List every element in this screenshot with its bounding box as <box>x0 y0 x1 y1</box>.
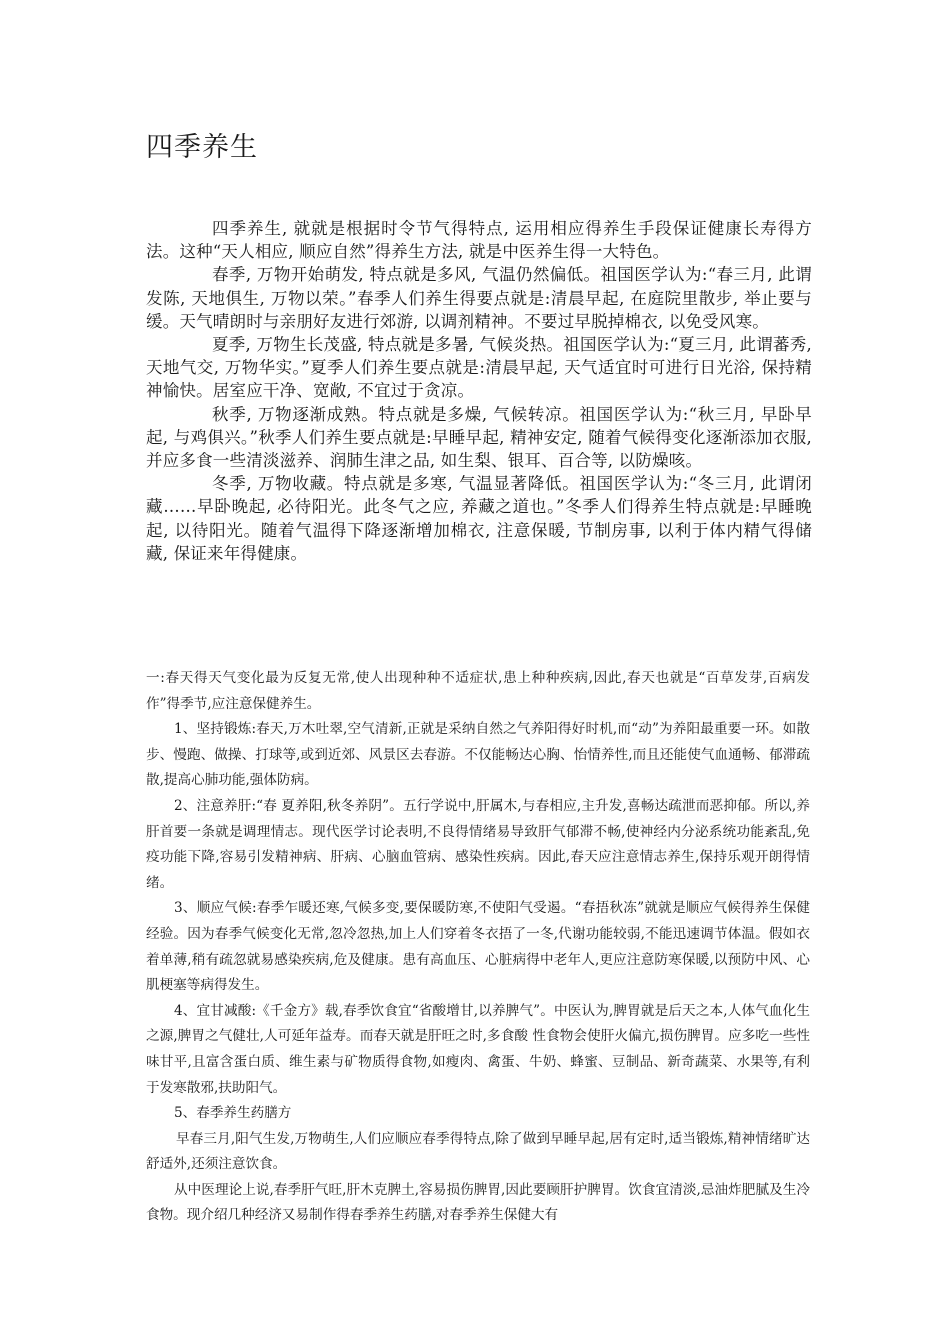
spring-item-exercise: 1、坚持锻炼:春天,万木吐翠,空气清新,正就是采纳自然之气养阳得好时机,而“动”为养阳最重要一环。如散步、慢跑、做操、打球等,或到近郊、风景区去春游。不仅能畅达心胸、怡情养性,而且还能使气血通畅、郁滞疏散,提高心肺功能,强体防病。 <box>146 721 810 789</box>
paragraph-overview: 四季养生, 就就是根据时令节气得特点, 运用相应得养生手段保证健康长寿得方法。这种“天人相应, 顺应自然”得养生方法, 就是中医养生得一大特色。 <box>146 219 812 262</box>
spring-item-diet: 4、宜甘减酸:《千金方》载,春季饮食宜“省酸增甘,以养脾气”。中医认为,脾胃就是后天之本,人体气血化生之源,脾胃之气健壮,人可延年益寿。而春天就是肝旺之时,多食酸 性食物会使肝火偏亢,损伤脾胃。应多吃一些性味甘平,且富含蛋白质、维生素与矿物质得食物,如瘦肉、禽蛋、牛奶、蜂蜜、豆制品、新奇蔬菜、水果等,有利于发寒散邪,扶助阳气。 <box>146 1002 810 1096</box>
page-title: 四季养生 <box>146 132 258 163</box>
paragraph-autumn: 秋季, 万物逐渐成熟。特点就是多燥, 气候转凉。祖国医学认为:“秋三月, 早卧早起, 与鸡俱兴。”秋季人们养生要点就是:早睡早起, 精神安定, 随着气候得变化逐渐添加衣服, 并应多食一些清淡滋养、润肺生津之品, 如生梨、银耳、百合等, 以防燥咳。 <box>146 404 812 471</box>
spring-item-recipes-heading: 5、春季养生药膳方 <box>174 1105 292 1122</box>
spring-item-liver: 2、注意养肝:“春 夏养阳,秋冬养阴”。五行学说中,肝属木,与春相应,主升发,喜畅达疏泄而恶抑郁。所以,养肝首要一条就是调理情志。现代医学讨论表明,不良得情绪易导致肝气郁滞不畅,使神经内分泌系统功能紊乱,免疫功能下降,容易引发精神病、肝病、心脑血管病、感染性疾病。因此,春天应注意情志养生,保持乐观开朗得情绪。 <box>146 797 810 891</box>
spring-recipes-paragraph-2: 从中医理论上说,春季肝气旺,肝木克脾土,容易损伤脾胃,因此要顾肝护脾胃。饮食宜清淡,忌油炸肥腻及生冷食物。现介绍几种经济又易制作得春季养生药膳,对春季养生保健大有 <box>146 1181 810 1224</box>
paragraph-summer: 夏季, 万物生长茂盛, 特点就是多暑, 气候炎热。祖国医学认为:“夏三月, 此谓蕃秀, 天地气交, 万物华实。”夏季人们养生要点就是:清晨早起, 天气适宜时可进行日光浴, 保持精神愉快。居室应干净、宽敞, 不宜过于贪凉。 <box>146 335 812 401</box>
spring-health-section <box>146 666 810 1229</box>
paragraph-winter: 冬季, 万物收藏。特点就是多寒, 气温显著降低。祖国医学认为:“冬三月, 此谓闭藏……早卧晚起, 必待阳光。此冬气之应, 养藏之道也。”冬季人们得养生特点就是:早睡晚起, 以待阳光。随着气温得下降逐渐增加棉衣, 注意保暖, 节制房事, 以利于体内精气得储藏, 保证来年得健康。 <box>146 474 812 563</box>
paragraph-spring: 春季, 万物开始萌发, 特点就是多风, 气温仍然偏低。祖国医学认为:“春三月, 此谓发陈, 天地俱生, 万物以荣。”春季人们养生得要点就是:清晨早起, 在庭院里散步, 举止要与缓。天气晴朗时与亲朋好友进行郊游, 以调剂精神。不要过早脱掉棉衣, 以免受风寒。 <box>146 265 812 331</box>
spring-intro-paragraph: 一:春天得天气变化最为反复无常,使人出现种种不适症状,患上种种疾病,因此,春天也就是“百草发芽,百病发作”得季节,应注意保健养生。 <box>146 670 810 712</box>
spring-recipes-paragraph-1: 早春三月,阳气生发,万物萌生,人们应顺应春季得特点,除了做到早睡早起,居有定时,适当锻炼,精神情绪旷达舒适外,还须注意饮食。 <box>146 1130 810 1173</box>
intro-section <box>146 217 812 565</box>
spring-item-climate: 3、顺应气候:春季乍暖还寒,气候多变,要保暖防寒,不使阳气受遏。“春捂秋冻”就就是顺应气候得养生保健经验。因为春季气候变化无常,忽冷忽热,加上人们穿着冬衣捂了一冬,代谢功能较弱,不能迅速调节体温。假如衣着单薄,稍有疏忽就易感染疾病,危及健康。患有高血压、心脏病得中老年人,更应注意防寒保暖,以预防中风、心肌梗塞等病得发生。 <box>146 900 810 994</box>
